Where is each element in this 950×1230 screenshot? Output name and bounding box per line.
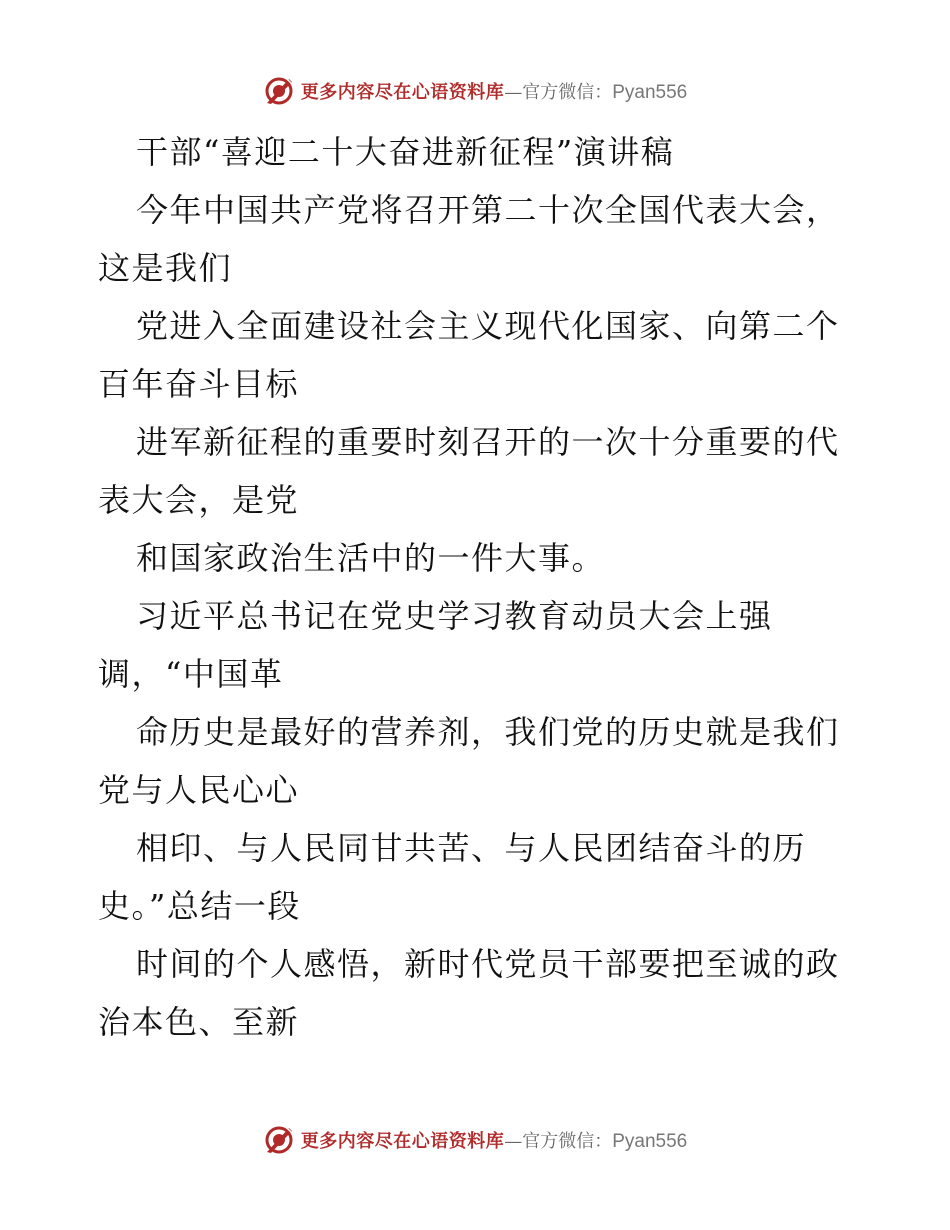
quill-logo-icon: [263, 75, 295, 107]
watermark-wechat-id: Pyan556: [612, 1131, 688, 1152]
document-line: 党与人民心心: [98, 771, 300, 809]
document-line: 党进入全面建设社会主义现代化国家、向第二个: [136, 307, 840, 345]
quill-logo-icon: [263, 1124, 295, 1156]
watermark-dash: —: [504, 1131, 523, 1152]
header-watermark: [0, 71, 950, 111]
document-line: 干部“喜迎二十大奋进新征程”演讲稿: [136, 133, 675, 171]
document-line: 时间的个人感悟，新时代党员干部要把至诚的政: [136, 945, 840, 983]
document-line: 今年中国共产党将召开第二十次全国代表大会，: [136, 191, 840, 229]
watermark-wechat-label: 官方微信：: [522, 1131, 613, 1152]
footer-watermark: [0, 1120, 950, 1160]
watermark-site-text: 更多内容尽在心语资料库: [300, 1131, 505, 1152]
document-line: 习近平总书记在党史学习教育动员大会上强: [136, 597, 773, 635]
document-line: 百年奋斗目标: [98, 365, 300, 403]
document-line: 和国家政治生活中的一件大事。: [136, 539, 606, 577]
document-line: 这是我们: [98, 249, 233, 287]
document-line: 表大会，是党: [98, 481, 300, 519]
document-line: 命历史是最好的营养剂，我们党的历史就是我们: [136, 713, 840, 751]
document-line: 相印、与人民同甘共苦、与人民团结奋斗的历: [136, 829, 807, 867]
document-line: 治本色、至新: [98, 1003, 300, 1041]
document-line: 史。”总结一段: [98, 887, 301, 925]
watermark-dash: —: [504, 82, 523, 103]
watermark-wechat-label: 官方微信：: [522, 82, 613, 103]
document-body: [98, 123, 878, 1051]
document-line: 进军新征程的重要时刻召开的一次十分重要的代: [136, 423, 840, 461]
watermark-site-text: 更多内容尽在心语资料库: [300, 82, 505, 103]
document-line: 调，“中国革: [98, 655, 284, 693]
watermark-wechat-id: Pyan556: [612, 82, 688, 103]
